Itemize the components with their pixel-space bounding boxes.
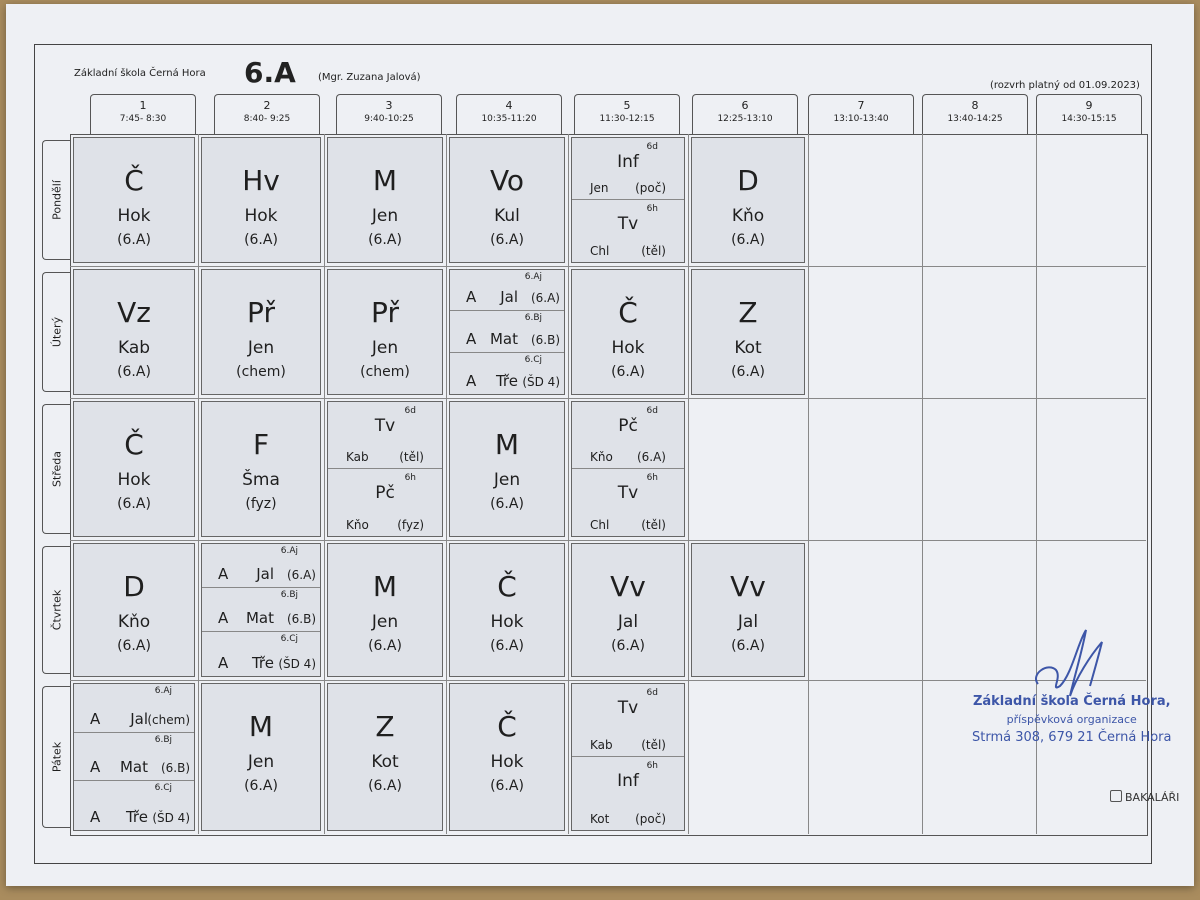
lesson-cell — [571, 543, 685, 677]
class-teacher: (Mgr. Zuzana Jalová) — [318, 72, 421, 83]
group-lesson — [74, 684, 194, 733]
day-name: Čtvrtek — [50, 589, 64, 631]
lesson-cell — [571, 269, 685, 395]
teacher-code: Šma — [242, 470, 280, 490]
subject-code: F — [252, 428, 270, 461]
group-code: 6h — [646, 473, 658, 483]
teacher-code: Jen — [371, 206, 399, 226]
period-time: 7:45- 8:30 — [119, 114, 167, 124]
subject-code: Př — [371, 296, 399, 329]
lesson-cell — [327, 401, 443, 537]
subject-code: D — [123, 570, 145, 603]
lesson-cell — [327, 269, 443, 395]
lesson-cell — [449, 269, 565, 395]
group-code: 6h — [646, 204, 658, 214]
teacher-code: Tře — [125, 807, 148, 826]
teacher-code: Kňo — [346, 518, 369, 532]
group-lesson — [202, 632, 320, 676]
group-code: 6.Bj — [280, 589, 298, 600]
room-code: (fyz) — [397, 518, 424, 532]
lesson-cell — [73, 137, 195, 263]
subject-code: Vo — [489, 164, 525, 197]
room-code: (6.A) — [117, 496, 151, 512]
grid-line-vertical — [198, 134, 199, 834]
room-code: (6.A) — [490, 638, 524, 654]
group-code: 6.Bj — [524, 313, 542, 324]
grid-line-vertical — [922, 134, 923, 834]
teacher-code: Tře — [495, 371, 518, 390]
teacher-code: Mat — [245, 608, 274, 627]
group-lesson — [450, 311, 564, 352]
day-label — [42, 686, 71, 828]
subject-code: A — [466, 288, 477, 307]
grid-line-horizontal — [70, 398, 1146, 399]
subject-code: A — [466, 329, 477, 348]
lesson-cell — [73, 543, 195, 677]
subject-code: Č — [618, 296, 638, 329]
half-lesson — [572, 402, 684, 469]
stamp-line-1: Základní škola Černá Hora, — [972, 694, 1171, 709]
room-code: (6.A) — [530, 291, 560, 306]
group-code: 6.Cj — [524, 354, 542, 365]
subject-code: Tv — [617, 214, 639, 234]
room-code: (6.A) — [117, 232, 151, 248]
room-code: (6.A) — [368, 232, 402, 248]
subject-code: Č — [124, 428, 144, 461]
group-code: 6.Aj — [154, 686, 172, 696]
subject-code: A — [466, 371, 477, 390]
period-header — [456, 94, 562, 135]
teacher-code: Jal — [617, 612, 639, 632]
subject-code: Vv — [610, 570, 646, 603]
half-lesson — [572, 138, 684, 200]
room-code: (6.A) — [731, 232, 765, 248]
subject-code: Hv — [242, 164, 280, 197]
subject-code: Inf — [617, 771, 639, 791]
group-code: 6h — [646, 761, 658, 771]
group-code: 6d — [404, 406, 416, 416]
subject-code: Z — [375, 710, 395, 743]
period-number: 3 — [385, 99, 393, 112]
room-code: (chem) — [236, 364, 286, 380]
subject-code: Č — [497, 710, 517, 743]
teacher-code: Jal — [500, 288, 518, 307]
period-header — [214, 94, 320, 135]
subject-code: Pč — [618, 416, 638, 436]
room-code: (6.A) — [611, 638, 645, 654]
period-number: 7 — [857, 99, 865, 112]
subject-code: Tv — [617, 483, 639, 503]
room-code: (6.B) — [530, 332, 560, 347]
period-time: 8:40- 9:25 — [243, 114, 291, 124]
lesson-cell — [449, 401, 565, 537]
room-code: (ŠD 4) — [522, 374, 560, 389]
group-code: 6.Aj — [280, 546, 298, 556]
room-code: (6.A) — [244, 232, 278, 248]
teacher-code: Kot — [590, 812, 610, 826]
day-name: Pondělí — [50, 180, 64, 220]
signature-icon — [1026, 622, 1116, 702]
room-code: (6.B) — [160, 761, 190, 776]
group-lesson — [450, 353, 564, 394]
subject-code: A — [90, 807, 101, 826]
teacher-code: Jen — [371, 338, 399, 358]
half-lesson — [572, 757, 684, 830]
period-number: 4 — [505, 99, 513, 112]
lesson-cell — [327, 137, 443, 263]
teacher-code: Hok — [117, 206, 151, 226]
teacher-code: Hok — [117, 470, 151, 490]
subject-code: Pč — [375, 483, 395, 503]
school-stamp — [972, 694, 1172, 745]
group-lesson — [202, 588, 320, 632]
room-code: (6.A) — [490, 778, 524, 794]
subject-code: A — [218, 653, 229, 672]
lesson-cell — [571, 137, 685, 263]
period-header — [90, 94, 196, 135]
room-code: (těl) — [641, 244, 666, 258]
stamp-line-3: Strmá 308, 679 21 Černá Hora — [972, 730, 1172, 745]
day-label — [42, 404, 71, 534]
room-code: (chem) — [360, 364, 410, 380]
lesson-cell — [73, 683, 195, 831]
teacher-code: Jen — [493, 470, 521, 490]
subject-code: Tv — [617, 698, 639, 718]
room-code: (6.A) — [490, 232, 524, 248]
teacher-code: Chl — [590, 518, 610, 532]
stamp-line-2: příspěvková organizace — [1006, 713, 1137, 726]
group-code: 6d — [646, 688, 658, 698]
lesson-cell — [691, 137, 805, 263]
period-number: 9 — [1085, 99, 1093, 112]
room-code: (6.A) — [244, 778, 278, 794]
lesson-cell — [449, 683, 565, 831]
lesson-cell — [571, 401, 685, 537]
lesson-cell — [201, 543, 321, 677]
subject-code: M — [372, 570, 398, 603]
half-lesson — [572, 684, 684, 757]
subject-code: Vv — [730, 570, 766, 603]
room-code: (6.A) — [368, 638, 402, 654]
teacher-code: Kňo — [731, 206, 765, 226]
subject-code: Tv — [374, 416, 396, 436]
teacher-code: Kul — [494, 206, 520, 226]
period-header — [1036, 94, 1142, 135]
lesson-cell — [691, 269, 805, 395]
period-number: 2 — [263, 99, 271, 112]
grid-line-vertical — [808, 134, 809, 834]
half-lesson — [328, 469, 442, 536]
lesson-cell — [449, 543, 565, 677]
timetable-sheet — [6, 4, 1194, 886]
subject-code: Př — [247, 296, 275, 329]
subject-code: M — [248, 710, 274, 743]
room-code: (6.A) — [731, 638, 765, 654]
teacher-code: Kot — [734, 338, 762, 358]
period-number: 5 — [623, 99, 631, 112]
school-name: Základní škola Černá Hora — [74, 68, 206, 79]
period-number: 1 — [139, 99, 147, 112]
group-lesson — [74, 733, 194, 782]
period-time: 11:30-12:15 — [599, 114, 655, 124]
room-code: (6.A) — [636, 450, 666, 464]
subject-code: A — [90, 709, 101, 728]
teacher-code: Jal — [130, 709, 148, 728]
period-time: 12:25-13:10 — [717, 114, 773, 124]
group-lesson — [450, 270, 564, 311]
grid-line-vertical — [446, 134, 447, 834]
period-time: 14:30-15:15 — [1061, 114, 1117, 124]
teacher-code: Hok — [611, 338, 645, 358]
validity-note: (rozvrh platný od 01.09.2023) — [990, 80, 1140, 91]
subject-code: A — [90, 758, 101, 777]
teacher-code: Kňo — [117, 612, 151, 632]
day-name: Úterý — [50, 316, 64, 348]
teacher-code: Kab — [346, 450, 369, 464]
group-code: 6h — [404, 473, 416, 483]
lesson-cell — [691, 543, 805, 677]
day-label — [42, 140, 71, 260]
subject-code: Č — [124, 164, 144, 197]
room-code: (6.A) — [731, 364, 765, 380]
period-time: 13:10-13:40 — [833, 114, 889, 124]
class-name: 6.A — [244, 56, 296, 89]
grid-line-horizontal — [70, 540, 1146, 541]
subject-code: A — [218, 564, 229, 583]
period-time: 9:40-10:25 — [364, 114, 414, 124]
period-time: 10:35-11:20 — [481, 114, 537, 124]
brand-label — [1110, 790, 1179, 804]
group-code: 6.Bj — [154, 734, 172, 745]
room-code: (ŠD 4) — [278, 656, 316, 671]
teacher-code: Jen — [590, 181, 609, 195]
period-number: 6 — [741, 99, 749, 112]
bakalari-logo-icon — [1110, 790, 1122, 802]
room-code: (těl) — [641, 738, 666, 752]
subject-code: Č — [497, 570, 517, 603]
group-code: 6d — [646, 406, 658, 416]
brand-text: BAKALÁŘI — [1125, 791, 1180, 804]
room-code: (poč) — [635, 181, 666, 195]
teacher-code: Hok — [490, 752, 524, 772]
period-time: 13:40-14:25 — [947, 114, 1003, 124]
room-code: (6.A) — [286, 567, 316, 582]
grid-line-horizontal — [70, 680, 1146, 681]
room-code: (fyz) — [245, 496, 277, 512]
teacher-code: Kot — [371, 752, 399, 772]
half-lesson — [572, 469, 684, 536]
subject-code: M — [494, 428, 520, 461]
period-header — [692, 94, 798, 135]
subject-code: Z — [738, 296, 758, 329]
lesson-cell — [201, 683, 321, 831]
room-code: (těl) — [641, 518, 666, 532]
period-number: 8 — [971, 99, 979, 112]
day-name: Pátek — [50, 741, 64, 773]
room-code: (6.A) — [611, 364, 645, 380]
room-code: (těl) — [399, 450, 424, 464]
group-code: 6.Aj — [524, 272, 542, 282]
grid-line-vertical — [688, 134, 689, 834]
period-header — [574, 94, 680, 135]
group-code: 6d — [646, 142, 658, 152]
teacher-code: Mat — [119, 758, 148, 777]
half-lesson — [572, 200, 684, 262]
teacher-code: Jen — [247, 338, 275, 358]
grid-line-vertical — [324, 134, 325, 834]
room-code: (poč) — [635, 812, 666, 826]
day-label — [42, 546, 71, 674]
day-label — [42, 272, 71, 392]
subject-code: D — [737, 164, 759, 197]
room-code: (6.A) — [117, 364, 151, 380]
lesson-cell — [449, 137, 565, 263]
group-lesson — [74, 781, 194, 830]
teacher-code: Chl — [590, 244, 610, 258]
lesson-cell — [201, 269, 321, 395]
lesson-cell — [327, 543, 443, 677]
lesson-cell — [201, 401, 321, 537]
subject-code: Inf — [617, 152, 639, 172]
subject-code: M — [372, 164, 398, 197]
group-lesson — [202, 544, 320, 588]
group-code: 6.Cj — [280, 633, 298, 644]
lesson-cell — [73, 269, 195, 395]
grid-line-horizontal — [70, 266, 1146, 267]
room-code: (chem) — [147, 712, 190, 727]
teacher-code: Jal — [256, 564, 274, 583]
group-code: 6.Cj — [154, 783, 172, 794]
teacher-code: Jen — [371, 612, 399, 632]
room-code: (6.A) — [490, 496, 524, 512]
half-lesson — [328, 402, 442, 469]
teacher-code: Kňo — [590, 450, 613, 464]
teacher-code: Hok — [490, 612, 524, 632]
period-header — [336, 94, 442, 135]
teacher-code: Jen — [247, 752, 275, 772]
day-name: Středa — [50, 450, 64, 488]
lesson-cell — [73, 401, 195, 537]
period-header — [922, 94, 1028, 135]
teacher-code: Hok — [244, 206, 278, 226]
lesson-cell — [571, 683, 685, 831]
subject-code: Vz — [117, 296, 151, 329]
lesson-cell — [327, 683, 443, 831]
subject-code: A — [218, 608, 229, 627]
grid-line-vertical — [568, 134, 569, 834]
room-code: (ŠD 4) — [152, 810, 190, 825]
room-code: (6.B) — [286, 611, 316, 626]
room-code: (6.A) — [368, 778, 402, 794]
room-code: (6.A) — [117, 638, 151, 654]
period-header — [808, 94, 914, 135]
teacher-code: Jal — [737, 612, 759, 632]
teacher-code: Tře — [251, 653, 274, 672]
teacher-code: Kab — [590, 738, 613, 752]
lesson-cell — [201, 137, 321, 263]
teacher-code: Mat — [489, 329, 518, 348]
teacher-code: Kab — [117, 338, 151, 358]
